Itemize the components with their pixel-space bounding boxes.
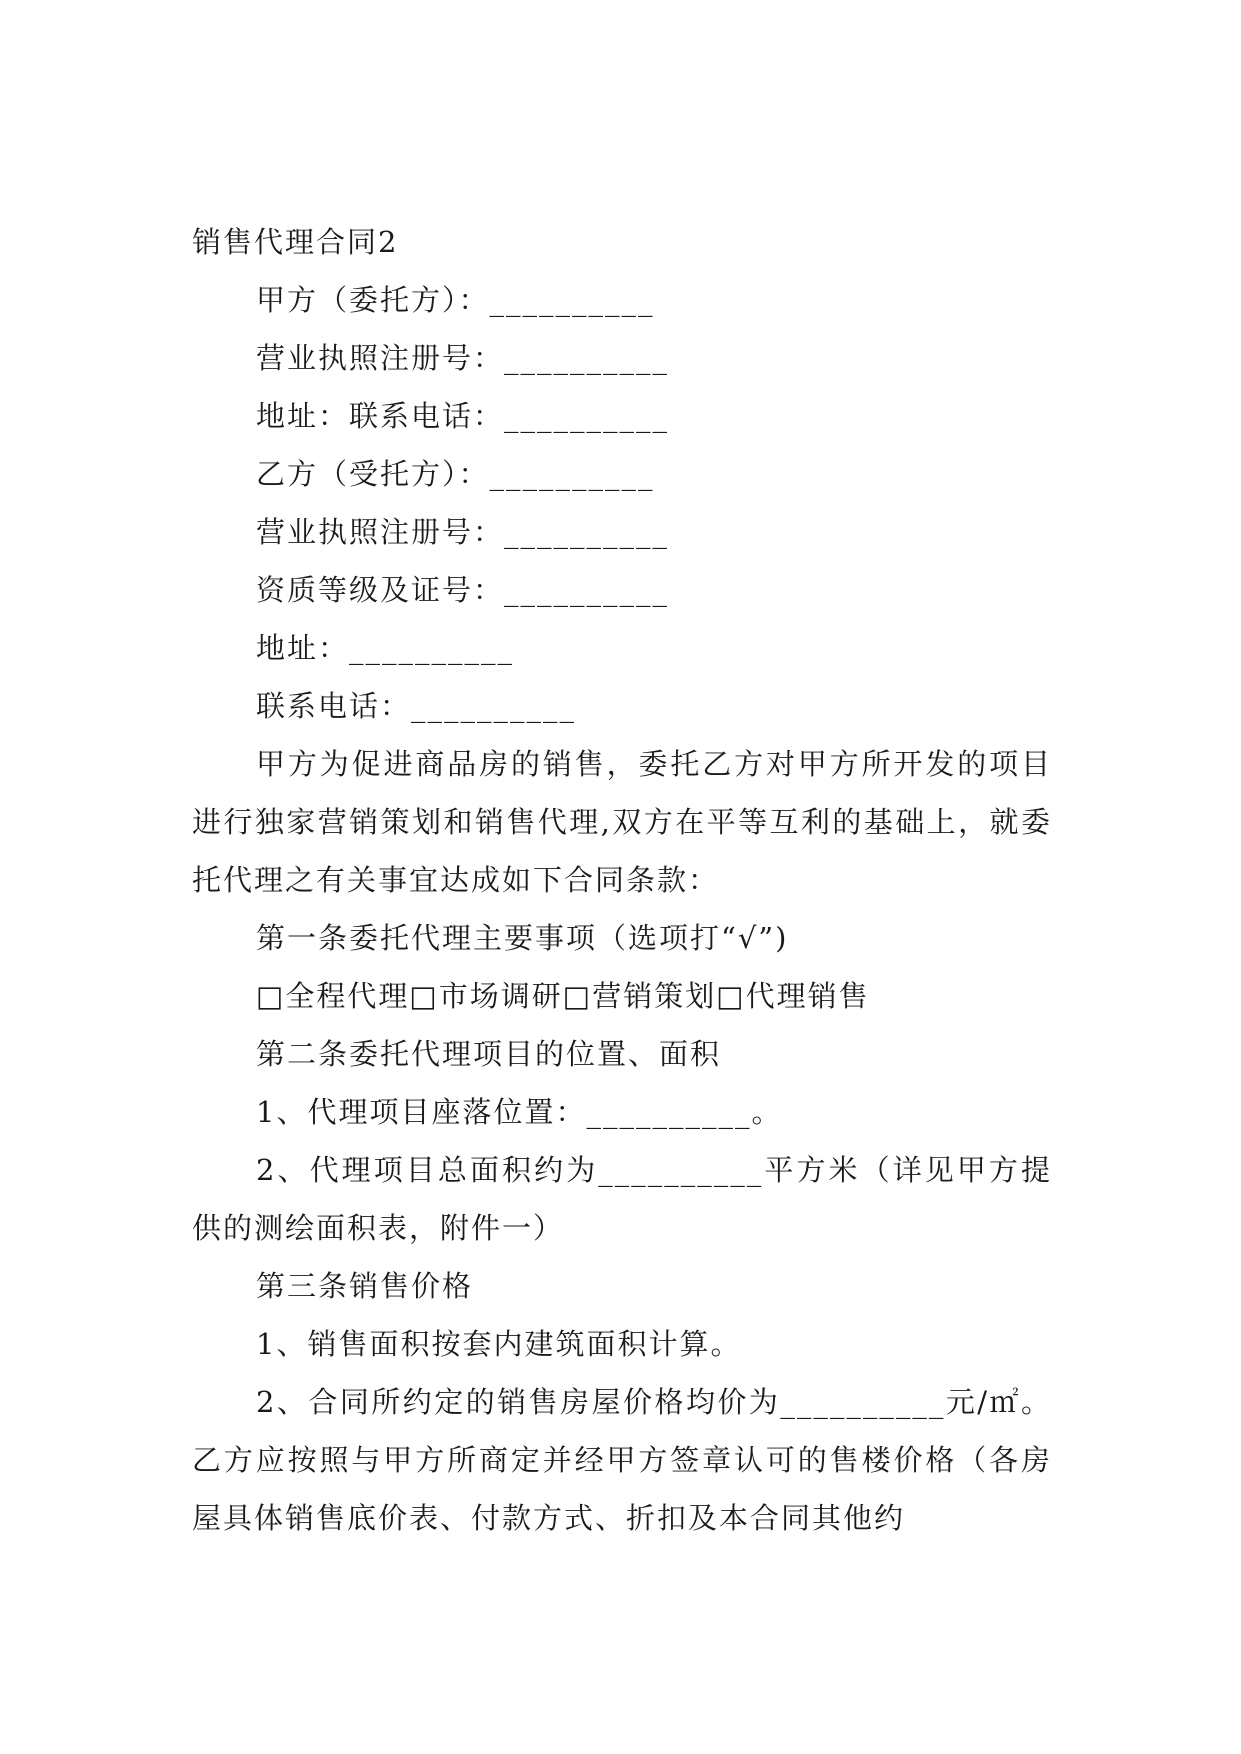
party-b-line: 乙方（受托方）：__________: [256, 457, 655, 491]
article-1-options: □全程代理□市场调研□营销策划□代理销售: [256, 979, 870, 1013]
article-2-title: 第二条委托代理项目的位置、面积: [256, 1037, 722, 1071]
intro-paragraph: 甲方为促进商品房的销售，委托乙方对甲方所开发的项目进行独家营销策划和销售代理,双方在平等互利的基础上，就委托代理之有关事宜达成如下合同条款：: [192, 747, 1052, 897]
document-title: 销售代理合同2: [192, 225, 399, 259]
document-body: [192, 213, 1052, 1547]
article-3-title: 第三条销售价格: [256, 1269, 474, 1303]
article-2-item-2: 2、代理项目总面积约为__________平方米（详见甲方提供的测绘面积表，附件一）: [192, 1153, 1052, 1245]
party-b-license-line: 营业执照注册号：__________: [256, 515, 670, 549]
party-a-license-line: 营业执照注册号：__________: [256, 341, 670, 375]
party-b-qualification-line: 资质等级及证号：__________: [256, 573, 670, 607]
party-b-address-line: 地址：__________: [256, 631, 515, 665]
article-3-item-1: 1、销售面积按套内建筑面积计算。: [256, 1327, 742, 1361]
party-a-line: 甲方（委托方）：__________: [256, 283, 655, 317]
article-2-item-1: 1、代理项目座落位置：__________。: [256, 1095, 783, 1129]
article-3-item-2: 2、合同所约定的销售房屋价格均价为__________元/㎡。乙方应按照与甲方所商定并经甲方签章认可的售楼价格（各房屋具体销售底价表、付款方式、折扣及本合同其他约: [192, 1385, 1052, 1535]
party-a-address-phone-line: 地址：联系电话：__________: [256, 399, 670, 433]
party-b-phone-line: 联系电话：__________: [256, 689, 577, 723]
article-1-title: 第一条委托代理主要事项（选项打“√”): [256, 921, 789, 955]
